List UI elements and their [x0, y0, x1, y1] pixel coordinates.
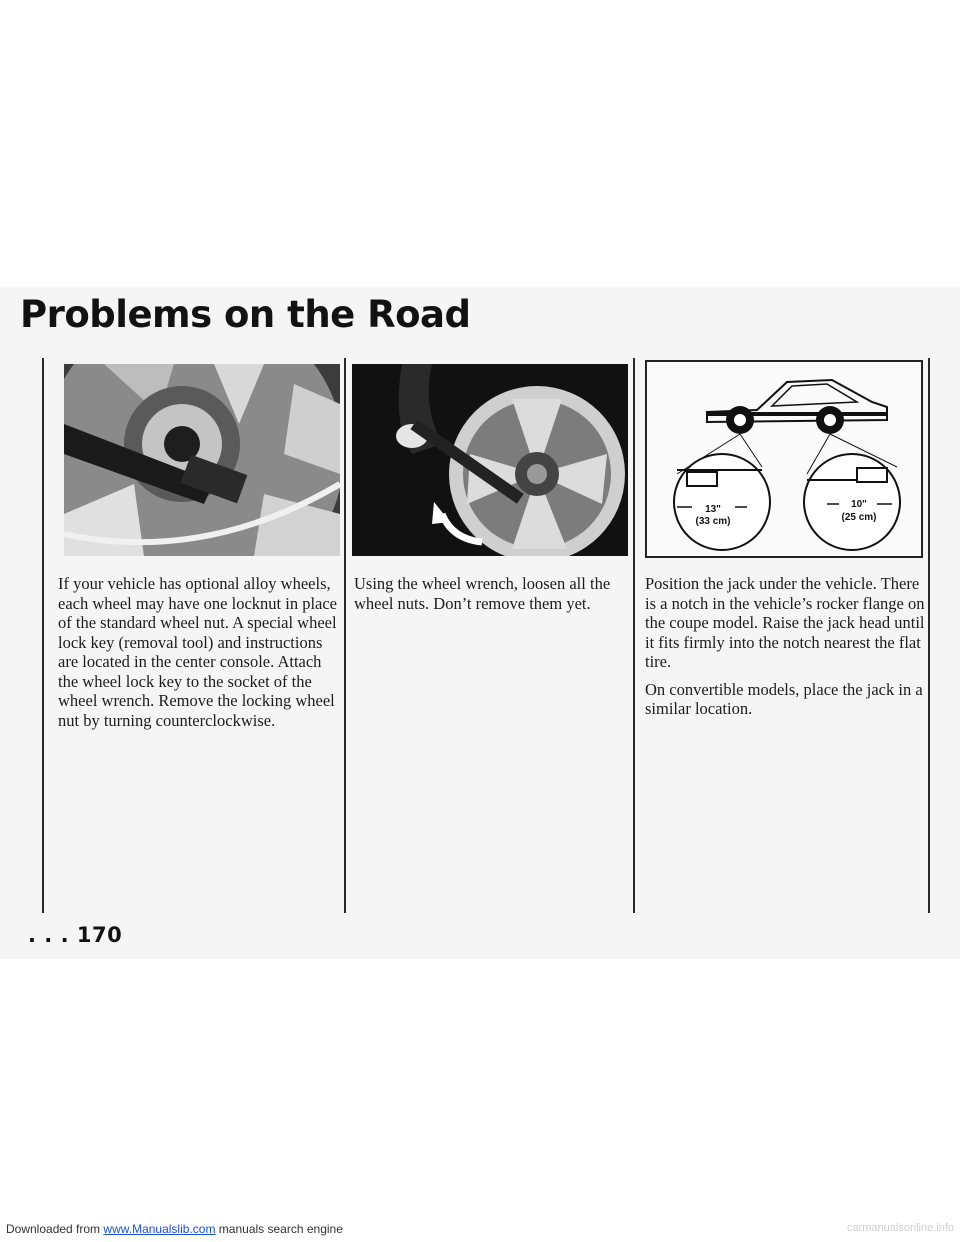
column-divider-left: [42, 358, 44, 913]
column-divider-2: [633, 358, 635, 913]
front-jack-dimension: 13": [705, 504, 721, 515]
column-2-paragraph: Using the wheel wrench, loosen all the wheel nuts. Don’t remove them yet.: [354, 574, 611, 613]
manualslib-link[interactable]: www.Manualslib.com: [103, 1222, 216, 1236]
column-3-paragraph-1: Position the jack under the vehicle. There is a notch in the vehicle’s rocker flange on the coupe model. Raise the jack head until it fits firmly into the notch nearest the flat tire.: [645, 574, 925, 671]
jack-position-diagram: [645, 360, 923, 558]
front-jack-metric: (33 cm): [695, 516, 731, 527]
footer-prefix: Downloaded from: [6, 1222, 101, 1236]
column-divider-1: [344, 358, 346, 913]
column-2-text: [354, 574, 626, 621]
column-1-paragraph: If your vehicle has optional alloy wheels, each wheel may have one locknut in place of the standard wheel nut. A special wheel lock key (removal tool) and instructions are located in the center console. Attach the wheel lock key to the socket of the wheel wrench. Remove the locking wheel nut by turning counterclockwise.: [58, 574, 338, 730]
page-title: Problems on the Road: [20, 293, 471, 336]
footer-suffix: manuals search engine: [218, 1222, 343, 1236]
column-1-text: [58, 574, 340, 738]
column-3-text: [645, 574, 925, 727]
download-footer: [6, 1222, 343, 1236]
wheel-lock-key-photo: [64, 364, 340, 556]
rear-jack-dimension: 10": [851, 499, 867, 510]
wheel-wrench-photo: [352, 364, 628, 556]
watermark-text: carmanualsonline.info: [846, 1222, 954, 1234]
rear-jack-metric: (25 cm): [841, 512, 877, 523]
column-3-paragraph-2: On convertible models, place the jack in a similar location.: [645, 679, 923, 718]
column-divider-right: [928, 358, 930, 913]
page-number: . . . 170: [28, 923, 123, 947]
